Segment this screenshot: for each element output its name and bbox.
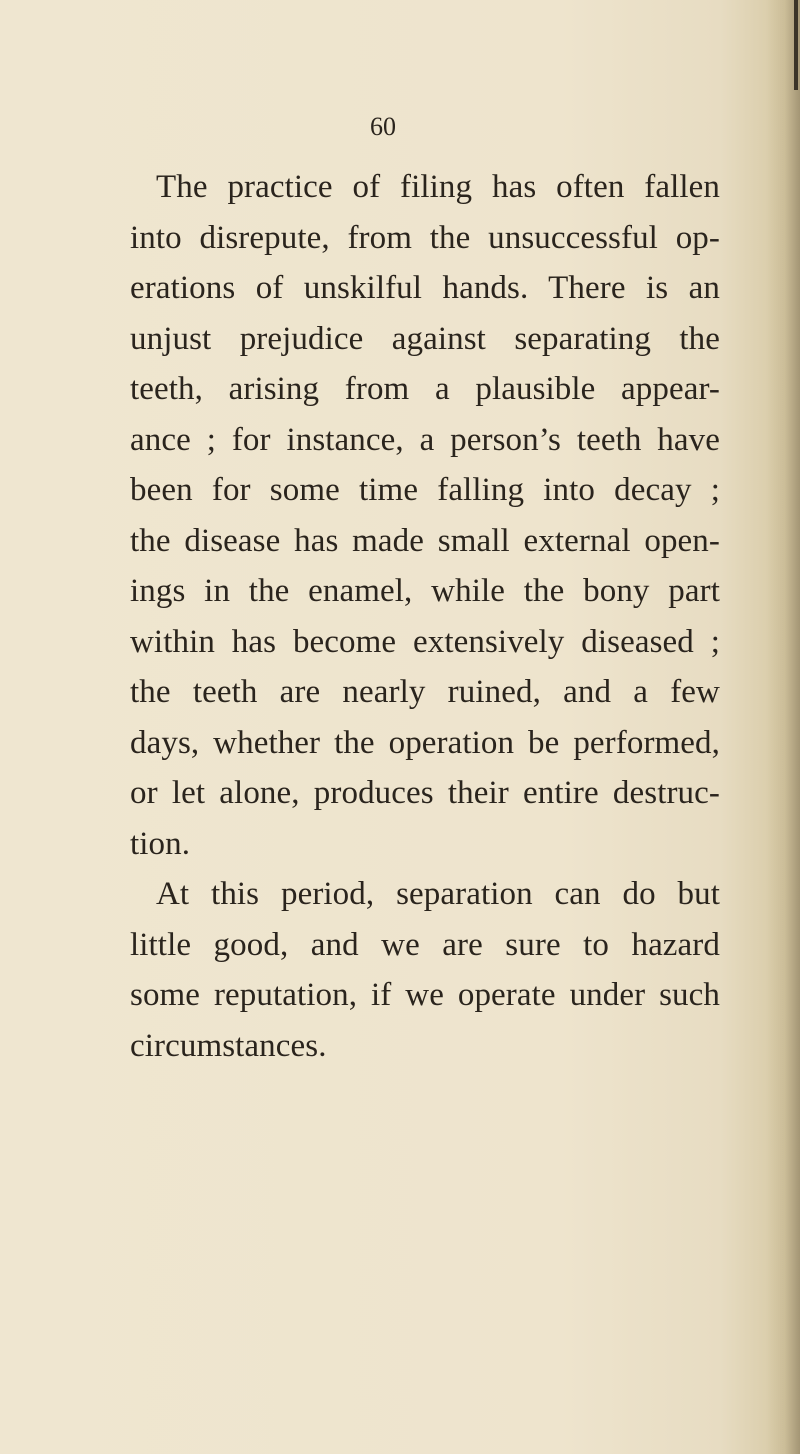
- text-line: The practice of filing has often fallen: [156, 169, 720, 205]
- text-line: been for some time falling into decay ;: [130, 472, 720, 508]
- text-line: the disease has made small external open-: [130, 522, 720, 559]
- text-line: circumstances.: [130, 1027, 327, 1064]
- body-text: [130, 162, 720, 1071]
- text-line: little good, and we are sure to hazard: [130, 926, 720, 963]
- text-line: within has become extensively diseased ;: [130, 623, 720, 660]
- text-line: tion.: [130, 825, 191, 862]
- text-line: the teeth are nearly ruined, and a few: [130, 674, 720, 710]
- text-line: unjust prejudice against separating the: [130, 320, 720, 357]
- text-line: teeth, arising from a plausible appear-: [130, 371, 720, 407]
- text-line: or let alone, produces their entire destruc-: [130, 775, 720, 811]
- text-line: ings in the enamel, while the bony part: [130, 573, 720, 609]
- page-gutter-shadow: [766, 0, 800, 1454]
- text-line: ance ; for instance, a person’s teeth have: [130, 421, 720, 458]
- text-line: At this period, separation can do but: [156, 876, 720, 912]
- text-line: days, whether the operation be performed,: [130, 724, 720, 761]
- page-number: 60: [370, 112, 396, 141]
- page-edge-mark: [794, 0, 798, 90]
- text-line: into disrepute, from the unsuccessful op-: [130, 219, 720, 256]
- text-line: erations of unskilful hands. There is an: [130, 270, 720, 306]
- text-line: some reputation, if we operate under such: [130, 977, 720, 1013]
